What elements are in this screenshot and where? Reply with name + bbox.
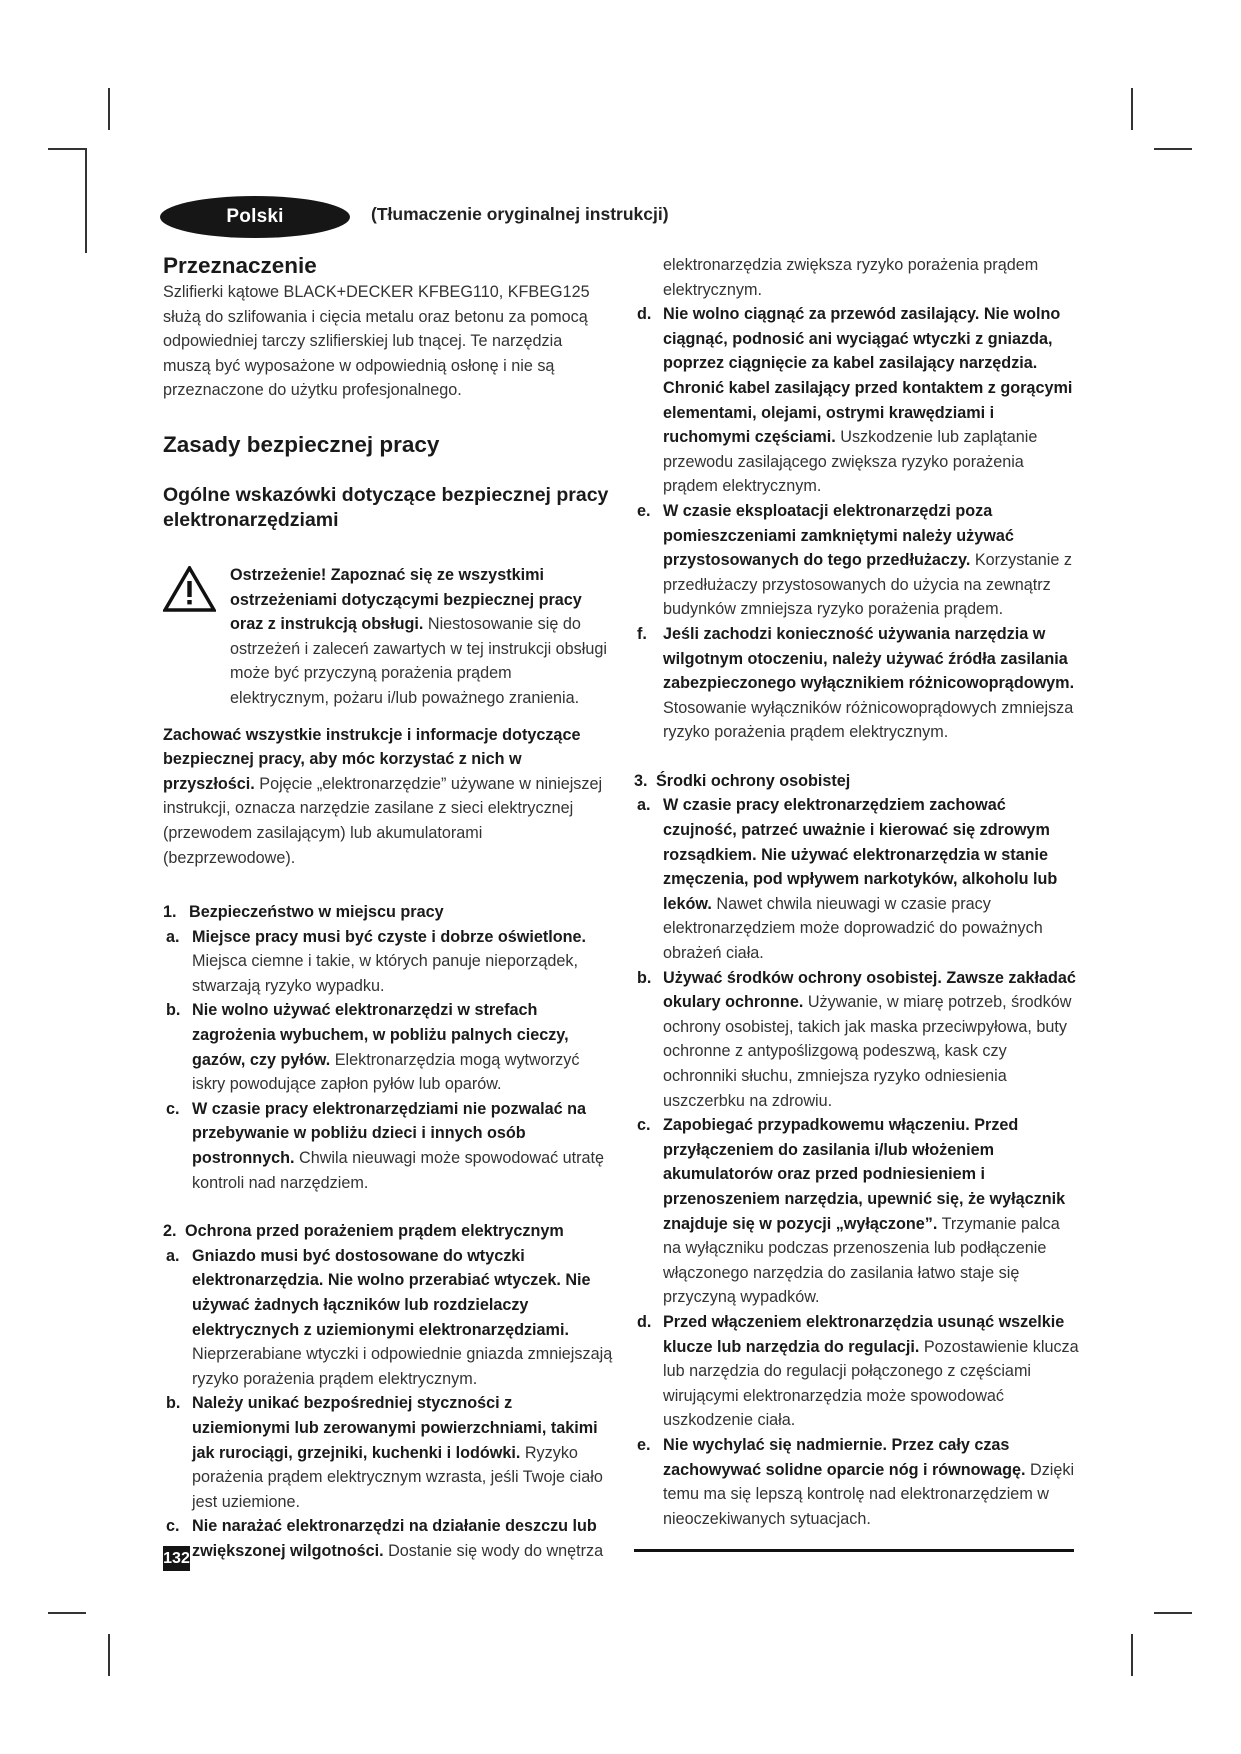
rule-3d: d. Przed włączeniem elektronarzędzia usunąć wszelkie klucze lub narzędzia do regulacji. Pozostawienie klucza lub narzędzia do regulacji połączonego z częściami wirującymi elektronarzędzia może spowodować uszkodzenie ciała. — [637, 1312, 1079, 1430]
bottom-rule — [634, 1549, 1074, 1552]
rule-3c: c. Zapobiegać przypadkowemu włączeniu. Przed przyłączeniem do zasilania i/lub włożeniem akumulatorów oraz przed podniesieniem i przenoszeniem narzędzia, upewnić się, że wyłącznik znajduje się w pozycji „wyłączone”. Trzymanie palca na wyłączniku podczas przenoszenia lub podłączenie włączonego narzędzia do zasilania łatwo staje się przyczyną wypadków. — [637, 1116, 1066, 1307]
crop-mark — [108, 1634, 110, 1676]
rule-1a: a. Miejsce pracy musi być czyste i dobrze oświetlone. Miejsca ciemne i takie, w których panuje nieporządek, stwarzają ryzyko wypadku. — [166, 927, 587, 995]
left-column — [163, 252, 613, 1564]
warning-triangle-icon — [163, 566, 216, 612]
rule-2e: e. W czasie eksploatacji elektronarzędzi poza pomieszczeniami zamkniętymi należy używać przystosowanych do tego przedłużaczy. Korzystanie z przedłużaczy przystosowanych do użycia na zewnątrz budynków zmniejsza ryzyko porażenia prądem. — [637, 501, 1072, 619]
crop-mark — [48, 148, 86, 150]
section-3-heading: 3. Środki ochrony osobistej — [634, 771, 851, 790]
rule-3b: b. Używać środków ochrony osobistej. Zawsze zakładać okulary ochronne. Używanie, w miarę potrzeb, środków ochrony osobistej, takich jak maska przeciwpyłowa, buty ochronne z antypoślizgową podeszwą, kask czy ochronniki słuchu, zmniejsza ryzyko odniesienia uszczerbku na zdrowiu. — [637, 968, 1076, 1110]
section-1-heading: 1. Bezpieczeństwo w miejscu pracy — [163, 903, 444, 922]
rule-1c: c. W czasie pracy elektronarzędziami nie pozwalać na przebywanie w pobliżu dzieci i innych osób postronnych. Chwila nieuwagi może spowodować utratę kontroli nad narzędziem. — [166, 1099, 605, 1192]
crop-mark — [85, 148, 87, 253]
page-number: 132 — [163, 1546, 190, 1571]
right-column — [634, 253, 1082, 1531]
rule-2c: c. Nie narażać elektronarzędzi na działanie deszczu lub zwiększonej wilgotności. Dostanie się wody do wnętrza — [166, 1517, 604, 1560]
safety-heading: Zasady bezpiecznej pracy — [163, 431, 440, 457]
general-heading: Ogólne wskazówki dotyczące bezpiecznej pracy elektronarzędziami — [163, 483, 609, 531]
rule-2f: f. Jeśli zachodzi konieczność używania narzędzia w wilgotnym otoczeniu, należy używać źródła zasilania zabezpieczonego wyłącznikiem różnicowoprądowym. Stosowanie wyłączników różnicowoprądowych zmniejsza ryzyko porażenia prądem elektrycznym. — [637, 624, 1075, 742]
warning-text: Ostrzeżenie! Zapoznać się ze wszystkimi ostrzeżeniami dotyczącymi bezpiecznej pracy oraz z instrukcją obsługi. Niestosowanie się do ostrzeżeń i zaleceń zawartych w tej instrukcji obsługi może być przyczyną porażenia prądem elektrycznym, pożaru i/lub poważnego zranienia. — [230, 565, 607, 707]
crop-mark — [1131, 1634, 1133, 1676]
section-2-heading: 2. Ochrona przed porażeniem prądem elektrycznym — [163, 1222, 564, 1241]
rule-3e: e. Nie wychylać się nadmiernie. Przez cały czas zachowywać solidne oparcie nóg i równowagę. Dzięki temu ma się lepszą kontrolę nad elektronarzędziem w nieoczekiwanych sytuacjach. — [637, 1435, 1075, 1528]
crop-mark — [108, 88, 110, 130]
keep-instructions: Zachować wszystkie instrukcje i informacje dotyczące bezpiecznej pracy, aby móc korzystać z nich w przyszłości. Pojęcie „elektronarzędzie” używane w niniejszej instrukcji, oznacza narzędzie zasilane z sieci elektrycznej (przewodem zasilającym) lub akumulatorami (bezprzewodowe). — [163, 725, 603, 867]
intro-heading: Przeznaczenie — [163, 253, 317, 278]
language-badge: Polski — [160, 196, 350, 238]
rule-2b: b. Należy unikać bezpośredniej styczności z uziemionymi lub zerowanymi powierzchniami, takimi jak rurociągi, grzejniki, kuchenki i lodówki. Ryzyko porażenia prądem elektrycznym wzrasta, jeśli Twoje ciało jest uziemione. — [166, 1394, 603, 1511]
translation-note: (Tłumaczenie oryginalnej instrukcji) — [371, 204, 669, 224]
rule-2a: a. Gniazdo musi być dostosowane do wtyczki elektronarzędzia. Nie wolno przerabiać wtyczek. Nie używać żadnych łączników lub rozdzielaczy elektrycznych z uziemionymi elektronarzędziami. Nieprzerabiane wtyczki i odpowiednie gniazda zmniejszają ryzyko porażenia prądem elektrycznym. — [166, 1246, 613, 1388]
warning-block — [163, 563, 613, 711]
crop-mark — [1131, 88, 1133, 130]
rule-1b: b. Nie wolno używać elektronarzędzi w strefach zagrożenia wybuchem, w pobliżu palnych cieczy, gazów, czy pyłów. Elektronarzędzia mogą wytworzyć iskry powodujące zapłon pyłów lub oparów. — [166, 1001, 580, 1094]
intro-text: Szlifierki kątowe BLACK+DECKER KFBEG110, KFBEG125 służą do szlifowania i cięcia metalu oraz betonu za pomocą odpowiedniej tarczy szlifierskiej lub tnącej. Te narzędzia muszą być wyposażone w odpowiednią osłonę i nie są przeznaczone do użytku profesjonalnego. — [163, 283, 590, 400]
rule-3a: a. W czasie pracy elektronarzędziem zachować czujność, patrzeć uważnie i kierować się zdrowym rozsądkiem. Nie używać elektronarzędzia w stanie zmęczenia, pod wpływem narkotyków, alkoholu lub leków. Nawet chwila nieuwagi w czasie pracy elektronarzędziem może doprowadzić do poważnych obrażeń ciała. — [637, 796, 1058, 963]
crop-mark — [48, 1612, 86, 1614]
crop-mark — [1154, 1612, 1192, 1614]
rule-2c-continued: elektronarzędzia zwiększa ryzyko porażenia prądem elektrycznym. — [663, 256, 1039, 299]
rule-2d: d. Nie wolno ciągnąć za przewód zasilający. Nie wolno ciągnąć, podnosić ani wyciągać wtyczki z gniazda, poprzez ciągnięcie za kabel zasilający narzędzia. Chronić kabel zasilający przed kontaktem z gorącymi elementami, olejami, ostrymi krawędziami i ruchomymi częściami. Uszkodzenie lub zaplątanie przewodu zasilającego zwiększa ryzyko porażenia prądem elektrycznym. — [637, 305, 1073, 496]
crop-mark — [1154, 148, 1192, 150]
